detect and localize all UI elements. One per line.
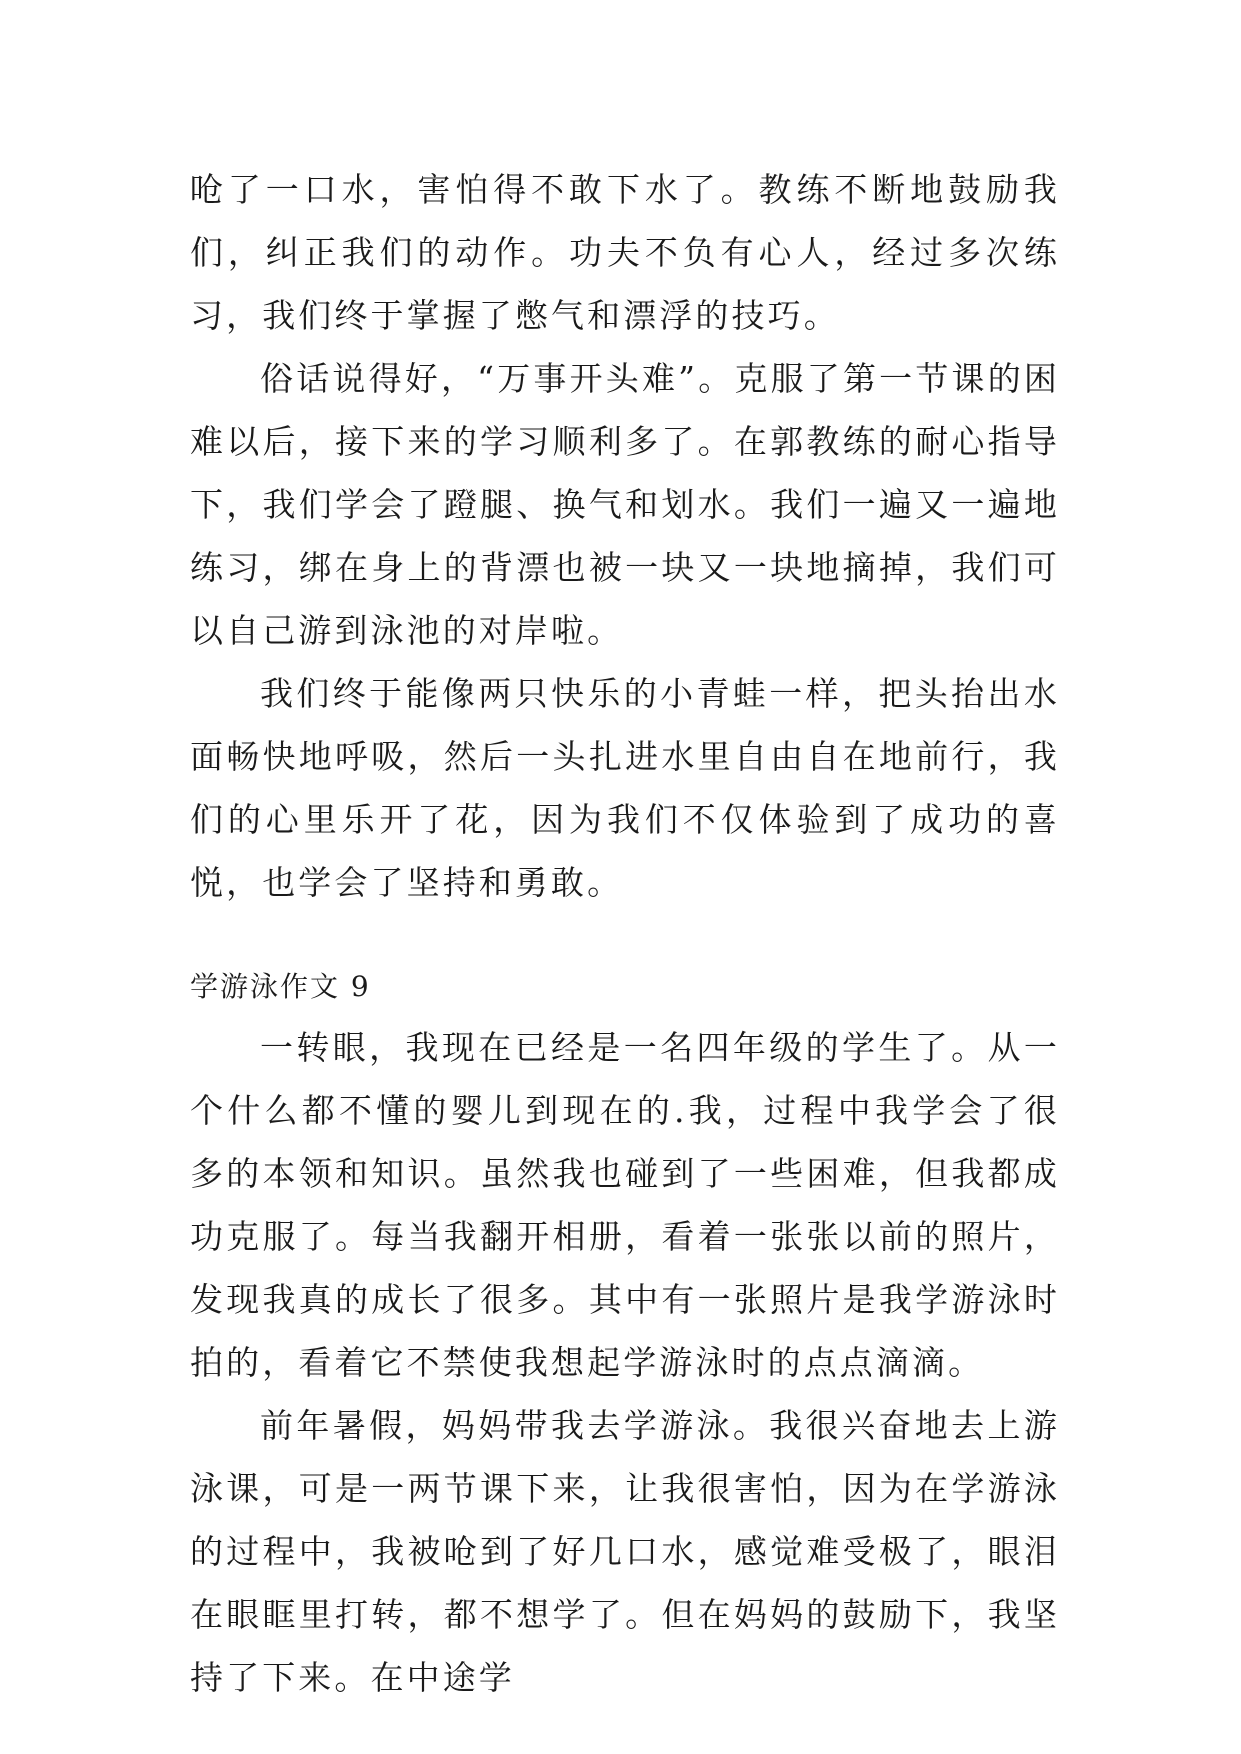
section-title: 学游泳作文 9 (190, 970, 371, 1003)
paragraph-continued: 呛了一口水，害怕得不敢下水了。教练不断地鼓励我们，纠正我们的动作。功夫不负有心人，经过多次练习，我们终于掌握了憋气和漂浮的技巧。 (190, 170, 1060, 335)
paragraph: 一转眼，我现在已经是一名四年级的学生了。从一个什么都不懂的婴儿到现在的.我，过程中我学会了很多的本领和知识。虽然我也碰到了一些困难，但我都成功克服了。每当我翻开相册，看着一张张以前的照片，发现我真的成长了很多。其中有一张照片是我学游泳时拍的，看着它不禁使我想起学游泳时的点点滴滴。 (190, 1028, 1060, 1382)
section-spacer (190, 914, 1060, 958)
paragraph: 俗话说得好，“万事开头难”。克服了第一节课的困难以后，接下来的学习顺利多了。在郭教练的耐心指导下，我们学会了蹬腿、换气和划水。我们一遍又一遍地练习，绑在身上的背漂也被一块又一块地摘掉，我们可以自己游到泳池的对岸啦。 (190, 359, 1060, 650)
paragraph: 前年暑假，妈妈带我去学游泳。我很兴奋地去上游泳课，可是一两节课下来，让我很害怕，因为在学游泳的过程中，我被呛到了好几口水，感觉难受极了，眼泪在眼眶里打转，都不想学了。但在妈妈的鼓励下，我坚持了下来。在中途学 (190, 1406, 1060, 1697)
document-body (190, 158, 1060, 1709)
paragraph: 我们终于能像两只快乐的小青蛙一样，把头抬出水面畅快地呼吸，然后一头扎进水里自由自在地前行，我们的心里乐开了花，因为我们不仅体验到了成功的喜悦，也学会了坚持和勇敢。 (190, 674, 1060, 902)
